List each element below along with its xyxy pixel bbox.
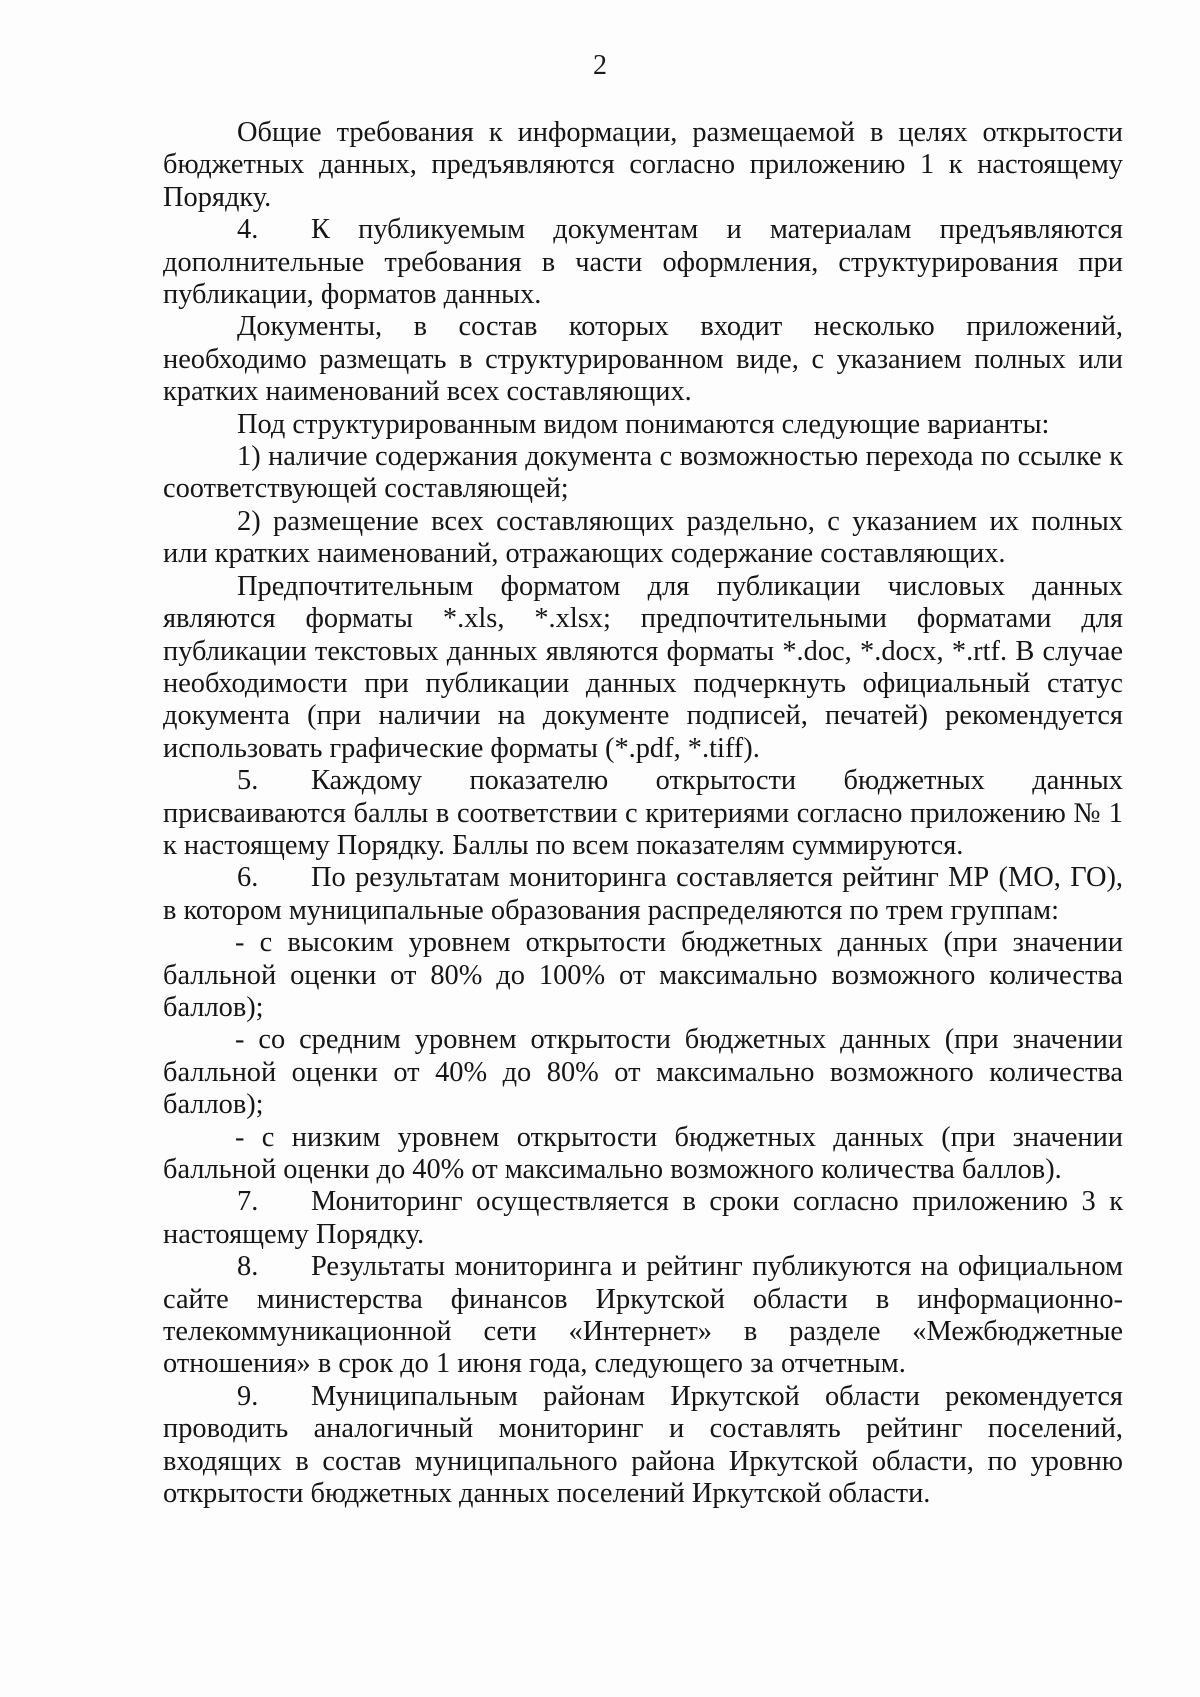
paragraph-variant-2: 2) размещение всех составляющих раздельно, с указанием их полных или кратких наименований, отражающих содержание составляющих. bbox=[163, 505, 1123, 570]
item-number: 9. bbox=[237, 1380, 259, 1412]
paragraph-item-8: 8. Результаты мониторинга и рейтинг публикуются на официальном сайте министерства финансов Иркутской области в информационно-телекоммуникационной сети «Интернет» в разделе «Межбюджетные отношения» в срок до 1 июня года, следующего за отчетным. bbox=[163, 1251, 1123, 1380]
item-number: 6. bbox=[237, 862, 259, 894]
item-number: 8. bbox=[237, 1251, 259, 1283]
page-number: 2 bbox=[593, 50, 607, 81]
item-number: 4. bbox=[237, 214, 259, 246]
paragraph-group-high: - с высоким уровнем открытости бюджетных данных (при значении балльной оценки от 80% до 100% от максимально возможного количества баллов); bbox=[163, 927, 1123, 1023]
paragraph-group-medium: - со средним уровнем открытости бюджетных данных (при значении балльной оценки от 40% до 80% от максимально возможного количества баллов); bbox=[163, 1024, 1123, 1121]
paragraph-formats: Предпочтительным форматом для публикации числовых данных являются форматы *.xls, *.xlsx; предпочтительными форматами для публикации текстовых данных являются форматы *.doc, *.docx, *.rtf. В случае необходимости при публикации данных подчеркнуть официальный статус документа (при наличии на документе подписей, печатей) рекомендуется использовать графические форматы (*.pdf, *.tiff). bbox=[163, 570, 1123, 764]
paragraph-item-4: 4. К публикуемым документам и материалам предъявляются дополнительные требования в части оформления, структурирования при публикации, форматов данных. bbox=[163, 214, 1123, 311]
paragraph-item-5: 5. Каждому показателю открытости бюджетных данных присваиваются баллы в соответствии с критериями согласно приложению № 1 к настоящему Порядку. Баллы по всем показателям суммируются. bbox=[163, 765, 1123, 861]
paragraph-structured-view: Под структурированным видом понимаются следующие варианты: bbox=[237, 408, 1050, 440]
paragraph-item-7: 7. Мониторинг осуществляется в сроки согласно приложению 3 к настоящему Порядку. bbox=[163, 1186, 1123, 1250]
paragraph-item-9: 9. Муниципальным районам Иркутской области рекомендуется проводить аналогичный мониторинг и составлять рейтинг поселений, входящих в состав муниципального района Иркутской области, по уровню открытости бюджетных данных поселений Иркутской области. bbox=[163, 1380, 1123, 1510]
paragraph-group-low: - с низким уровнем открытости бюджетных данных (при значении балльной оценки до 40% от максимально возможного количества баллов). bbox=[163, 1121, 1123, 1185]
paragraph-item-6: 6. По результатам мониторинга составляется рейтинг МР (МО, ГО), в котором муниципальные образования распределяются по трем группам: bbox=[163, 862, 1123, 926]
item-number: 7. bbox=[237, 1186, 259, 1218]
item-number: 5. bbox=[237, 765, 259, 797]
paragraph-general-requirements: Общие требования к информации, размещаемой в целях открытости бюджетных данных, предъявляются согласно приложению 1 к настоящему Порядку. bbox=[163, 117, 1123, 213]
paragraph-variant-1: 1) наличие содержания документа с возможностью перехода по ссылке к соответствующей составляющей; bbox=[163, 441, 1123, 505]
document-body bbox=[163, 117, 1123, 1510]
paragraph-documents-structure: Документы, в состав которых входит несколько приложений, необходимо размещать в структурированном виде, с указанием полных или кратких наименований всех составляющих. bbox=[163, 311, 1123, 408]
